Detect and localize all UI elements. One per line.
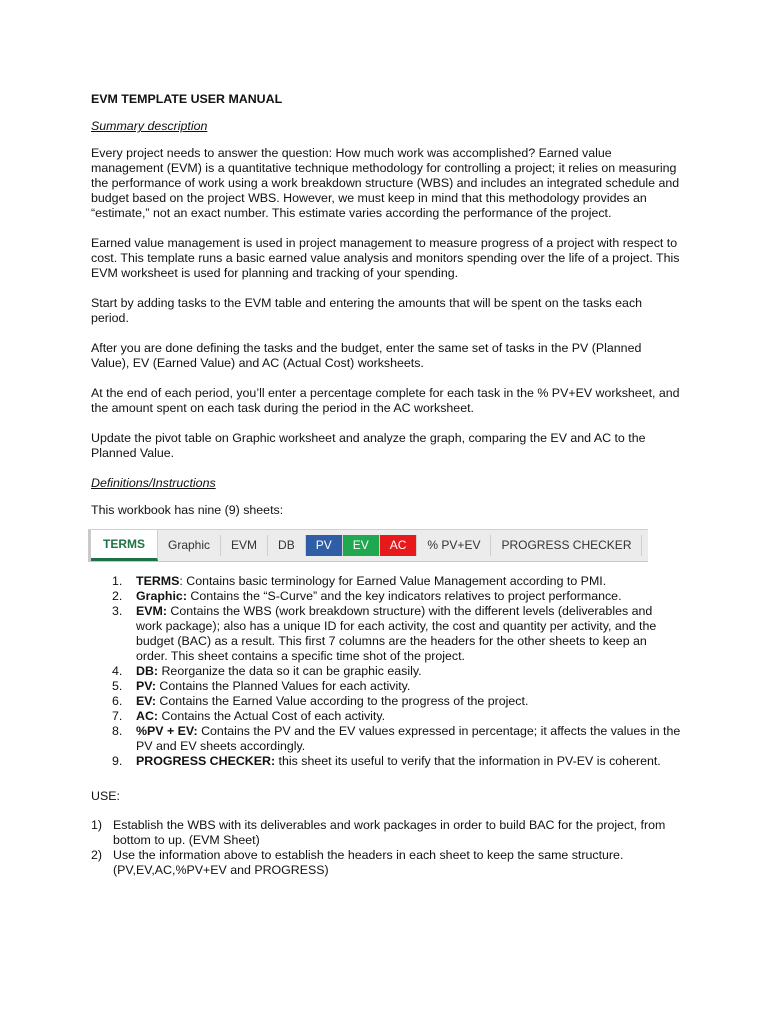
list-text: : Contains basic terminology for Earned Value Management according to PMI. — [179, 574, 607, 588]
use-list — [91, 818, 681, 878]
list-number: 9. — [112, 754, 123, 768]
list-text: Reorganize the data so it can be graphic easily. — [158, 664, 422, 678]
list-item — [112, 694, 681, 709]
list-number: 5. — [112, 679, 123, 693]
list-text: Contains the WBS (work breakdown structure) with the different levels (deliverables and work package); also has a unique ID for each activity, the cost and quantity per activity, and the budget (BAC) as a result. This first 7 columns are the headers for the other sheets to keep an order. This sheet contains a specific time shot of the project. — [136, 604, 657, 663]
paragraph-define-tasks: After you are done defining the tasks and the budget, enter the same set of tasks in the PV (Planned Value), EV (Earned Value) and AC (Actual Cost) worksheets. — [91, 341, 642, 370]
use-item — [91, 818, 681, 848]
document-title: EVM TEMPLATE USER MANUAL — [91, 92, 283, 106]
list-item — [112, 574, 681, 589]
paragraph-evm-usage: Earned value management is used in project management to measure progress of a project with respect to cost. This template runs a basic earned value analysis and monitors spending over the life of a project. This EVM worksheet is used for planning and tracking of your spending. — [91, 236, 680, 280]
list-term: EVM: — [136, 604, 167, 618]
list-text: Contains the Earned Value according to the progress of the project. — [155, 694, 529, 708]
use-text: Use the information above to establish the headers in each sheet to keep the same structure. (PV,EV,AC,%PV+EV and PROGRESS) — [113, 848, 624, 877]
tab-terms: TERMS — [91, 530, 158, 561]
list-term: Graphic: — [136, 589, 187, 603]
list-item — [112, 679, 681, 694]
list-number: 3. — [112, 604, 123, 618]
tab-graphic: Graphic — [158, 535, 221, 556]
list-term: %PV + EV: — [136, 724, 198, 738]
paragraph-start: Start by adding tasks to the EVM table and entering the amounts that will be spent on the tasks each period. — [91, 296, 643, 325]
list-term: TERMS — [136, 574, 180, 588]
use-number: 2) — [91, 848, 103, 862]
list-term: DB: — [136, 664, 159, 678]
paragraph-evm-intro: Every project needs to answer the question: How much work was accomplished? Earned value management (EVM) is a quantitative technique methodology for controlling a project; it relies on measuring the performance of work using a work breakdown structure (WBS) and includes an integrated schedule and budget based on the project WBS. However, we must keep in mind that this methodology provides an “estimate,” not an exact number. This estimate varies according the performance of the project. — [91, 146, 680, 220]
document-page — [91, 92, 681, 878]
use-number: 1) — [91, 818, 103, 832]
list-text: Contains the PV and the EV values expressed in percentage; it affects the values in the PV and EV sheets accordingly. — [136, 724, 681, 753]
tabs-filler — [642, 530, 648, 561]
list-term: PROGRESS CHECKER: — [136, 754, 276, 768]
list-item — [112, 709, 681, 724]
use-item — [91, 848, 681, 878]
list-term: AC: — [136, 709, 159, 723]
definitions-heading: Definitions/Instructions — [91, 476, 216, 490]
list-term: PV: — [136, 679, 156, 693]
tab-evm: EVM — [221, 535, 268, 556]
tab-ev: EV — [343, 535, 380, 556]
list-number: 4. — [112, 664, 123, 678]
list-term: EV: — [136, 694, 156, 708]
summary-heading: Summary description — [91, 119, 208, 133]
list-number: 7. — [112, 709, 123, 723]
list-number: 6. — [112, 694, 123, 708]
list-item — [112, 589, 681, 604]
list-number: 1. — [112, 574, 123, 588]
sheets-intro: This workbook has nine (9) sheets: — [91, 503, 284, 517]
list-item — [112, 664, 681, 679]
tab-progress-checker: PROGRESS CHECKER — [491, 535, 642, 556]
tab-ac: AC — [380, 535, 418, 556]
list-number: 8. — [112, 724, 123, 738]
list-text: Contains the Planned Values for each activity. — [155, 679, 411, 693]
list-text: Contains the “S-Curve” and the key indicators relatives to project performance. — [186, 589, 622, 603]
list-item — [112, 724, 681, 754]
paragraph-period-end: At the end of each period, you’ll enter a percentage complete for each task in the % PV+EV worksheet, and the amount spent on each task during the period in the AC worksheet. — [91, 386, 680, 415]
use-text: Establish the WBS with its deliverables and work packages in order to build BAC for the project, from bottom to up. (EVM Sheet) — [113, 818, 666, 847]
use-heading: USE: — [91, 789, 120, 803]
paragraph-pivot: Update the pivot table on Graphic worksheet and analyze the graph, comparing the EV and AC to the Planned Value. — [91, 431, 646, 460]
tab-pv: PV — [306, 535, 343, 556]
sheet-list — [91, 574, 681, 769]
list-item — [112, 604, 681, 664]
sheet-tabs-screenshot — [88, 529, 648, 562]
list-text: Contains the Actual Cost of each activity. — [158, 709, 386, 723]
list-number: 2. — [112, 589, 123, 603]
list-text: this sheet its useful to verify that the information in PV-EV is coherent. — [275, 754, 661, 768]
tab-db: DB — [268, 535, 306, 556]
list-item — [112, 754, 681, 769]
tab-pct-pv-ev: % PV+EV — [417, 535, 491, 556]
